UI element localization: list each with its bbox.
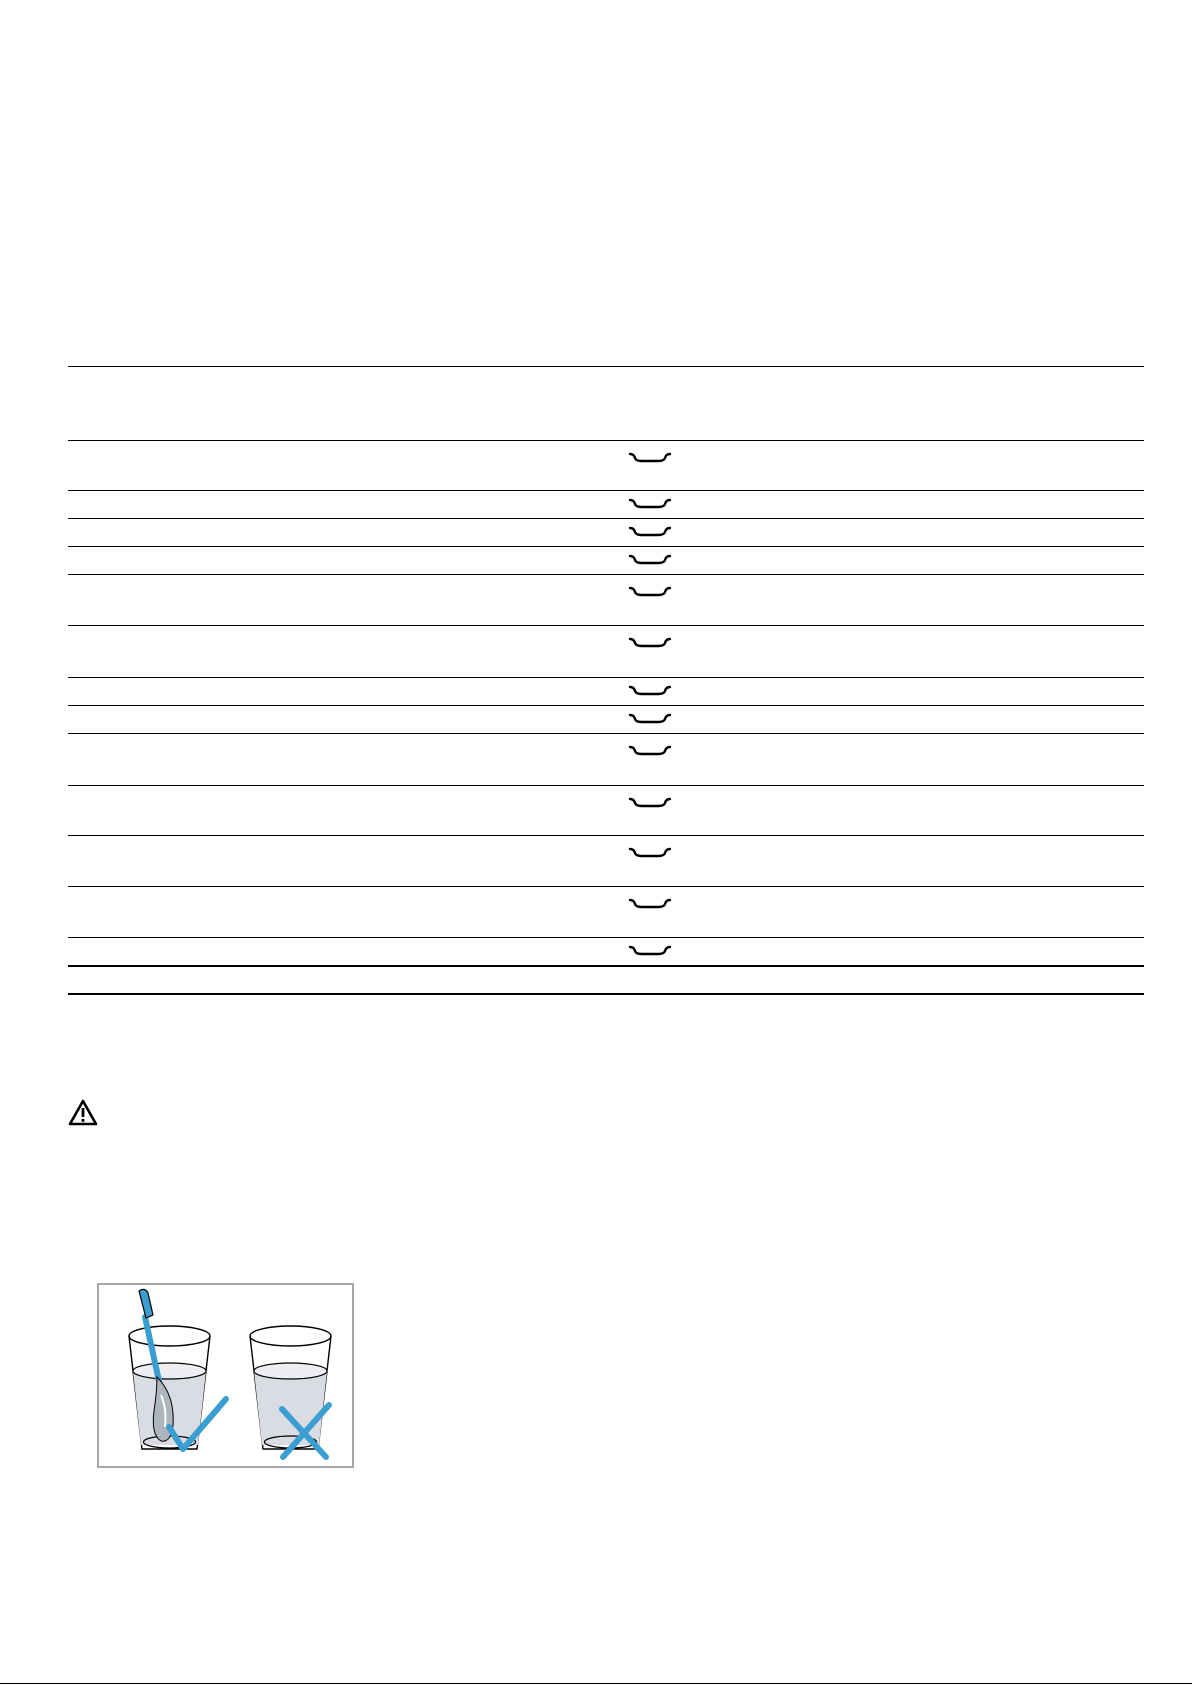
hardness-level-symbol xyxy=(628,494,672,514)
page-footer-rule xyxy=(0,1683,1192,1684)
table-row-rule xyxy=(68,574,1144,575)
table-bottom-rule xyxy=(68,993,1144,995)
hardness-level-symbol xyxy=(628,941,672,961)
hardness-level-symbol xyxy=(628,843,672,863)
hardness-level-symbol xyxy=(628,633,672,653)
hardness-level-symbol xyxy=(628,522,672,542)
table-row-rule xyxy=(68,785,1144,786)
table-row-rule xyxy=(68,937,1144,938)
table-row-rule xyxy=(68,490,1144,491)
table-row-rule xyxy=(68,546,1144,547)
hardness-level-symbol xyxy=(628,894,672,914)
table-row-rule xyxy=(68,733,1144,734)
hardness-level-symbol xyxy=(628,448,672,468)
water-hardness-table xyxy=(68,0,1144,1000)
glass-with-spoon-correct xyxy=(129,1289,226,1449)
table-row-rule xyxy=(68,965,1144,967)
hardness-level-symbol xyxy=(628,681,672,701)
hardness-level-symbol xyxy=(628,582,672,602)
table-row-rule xyxy=(68,625,1144,626)
table-row-rule xyxy=(68,835,1144,836)
spoon-in-glass-illustration xyxy=(97,1283,354,1468)
table-row-rule xyxy=(68,677,1144,678)
table-row-rule xyxy=(68,705,1144,706)
hardness-level-symbol xyxy=(628,741,672,761)
table-row-rule xyxy=(68,518,1144,519)
hardness-level-symbol xyxy=(628,709,672,729)
table-top-rule xyxy=(68,366,1144,367)
hardness-level-symbol xyxy=(628,793,672,813)
table-row-rule xyxy=(68,886,1144,887)
hardness-level-symbol xyxy=(628,550,672,570)
table-header-rule xyxy=(68,440,1144,441)
warning-triangle-icon xyxy=(68,1099,98,1127)
glass-without-spoon-incorrect xyxy=(250,1326,331,1457)
